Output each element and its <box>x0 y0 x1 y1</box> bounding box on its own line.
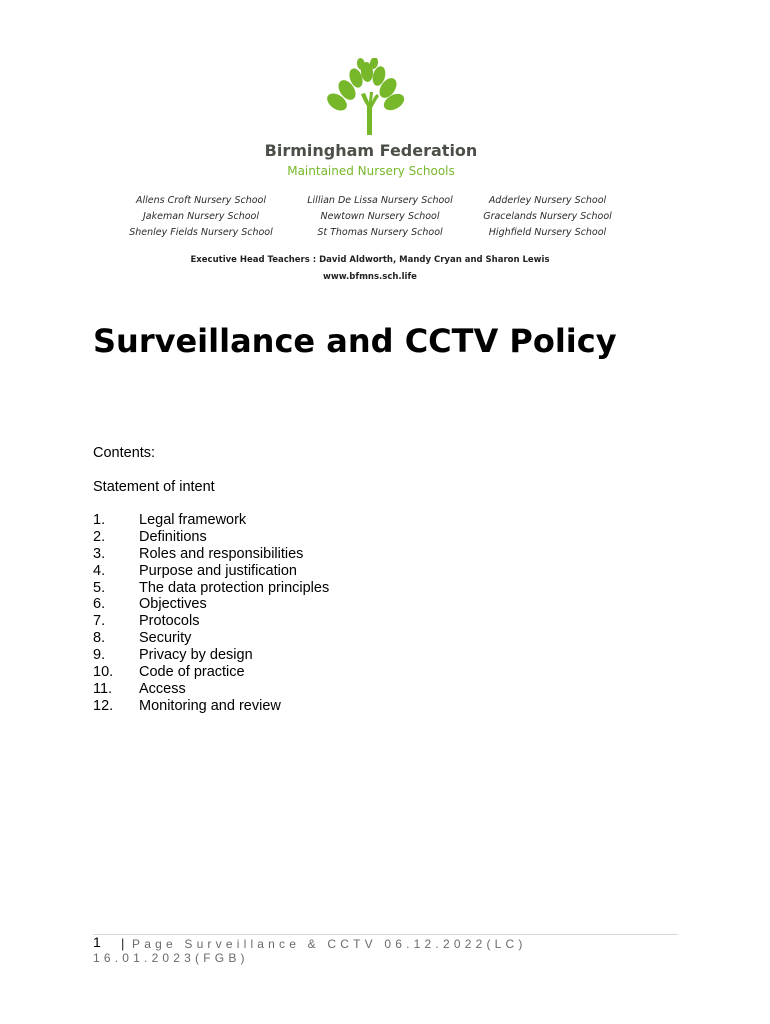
school-name: Lillian De Lissa Nursery School <box>307 195 453 206</box>
toc-item[interactable] <box>93 681 329 698</box>
toc-number: 3. <box>93 545 106 562</box>
footer-separator: | <box>121 936 125 951</box>
toc-item[interactable] <box>93 647 329 664</box>
toc-label: Access <box>139 680 186 697</box>
toc-number: 1. <box>93 512 106 528</box>
website-link[interactable]: www.bfmns.sch.life <box>323 272 417 282</box>
toc-label: Monitoring and review <box>139 697 281 714</box>
school-name: Adderley Nursery School <box>488 195 607 206</box>
toc-number: 7. <box>93 613 106 630</box>
toc-number: 8. <box>93 630 106 647</box>
toc-item[interactable] <box>93 613 329 630</box>
toc-number: 10. <box>93 664 114 681</box>
school-name: Shenley Fields Nursery School <box>129 227 273 238</box>
toc-label: Privacy by design <box>139 647 253 664</box>
toc-item[interactable] <box>93 596 329 613</box>
toc-item[interactable] <box>93 630 329 647</box>
schools-column-3 <box>480 193 615 241</box>
toc-statement-of-intent[interactable]: Statement of intent <box>93 479 215 495</box>
executive-heads: Executive Head Teachers : David Aldworth, Mandy Cryan and Sharon Lewis <box>190 255 550 265</box>
tree-hand-logo-icon <box>325 58 405 138</box>
toc-label: Roles and responsibilities <box>139 545 304 562</box>
school-name: Jakeman Nursery School <box>143 211 259 222</box>
page-number: 1 <box>93 934 101 950</box>
toc-number: 5. <box>93 579 106 596</box>
page-title: Surveillance and CCTV Policy <box>93 322 617 360</box>
toc-item[interactable] <box>93 529 329 546</box>
toc-label: Definitions <box>139 528 207 545</box>
toc-number: 11. <box>93 680 113 697</box>
schools-column-2 <box>300 193 460 241</box>
toc-item[interactable] <box>93 546 329 563</box>
footer-text-line2: 16.01.2023(FGB) <box>93 951 249 965</box>
federation-subtitle: Maintained Nursery Schools <box>287 164 455 178</box>
table-of-contents <box>93 512 329 715</box>
toc-label: Legal framework <box>139 512 247 528</box>
toc-number: 12. <box>93 697 114 714</box>
toc-number: 9. <box>93 647 106 664</box>
school-name: Highfield Nursery School <box>488 227 607 238</box>
toc-number: 6. <box>93 596 106 613</box>
toc-label: Objectives <box>139 596 207 613</box>
footer-text-line1: Page Surveillance & CCTV 06.12.2022(LC) <box>132 937 527 951</box>
schools-column-1 <box>126 193 276 241</box>
federation-name: Birmingham Federation <box>264 141 478 160</box>
toc-label: Security <box>139 630 192 647</box>
school-name: Allens Croft Nursery School <box>136 195 266 206</box>
toc-label: Code of practice <box>139 664 245 681</box>
toc-item[interactable] <box>93 664 329 681</box>
toc-item[interactable] <box>93 698 329 715</box>
toc-item[interactable] <box>93 563 329 580</box>
school-name: St Thomas Nursery School <box>317 227 443 238</box>
school-name: Newtown Nursery School <box>320 211 440 222</box>
toc-number: 2. <box>93 528 106 545</box>
toc-label: Protocols <box>139 613 200 630</box>
toc-item[interactable] <box>93 580 329 597</box>
toc-label: The data protection principles <box>139 579 330 596</box>
toc-item[interactable] <box>93 512 329 529</box>
school-name: Gracelands Nursery School <box>483 211 612 222</box>
toc-label: Purpose and justification <box>139 562 297 579</box>
footer-divider <box>93 934 678 935</box>
contents-label: Contents: <box>93 445 156 461</box>
toc-number: 4. <box>93 562 106 579</box>
